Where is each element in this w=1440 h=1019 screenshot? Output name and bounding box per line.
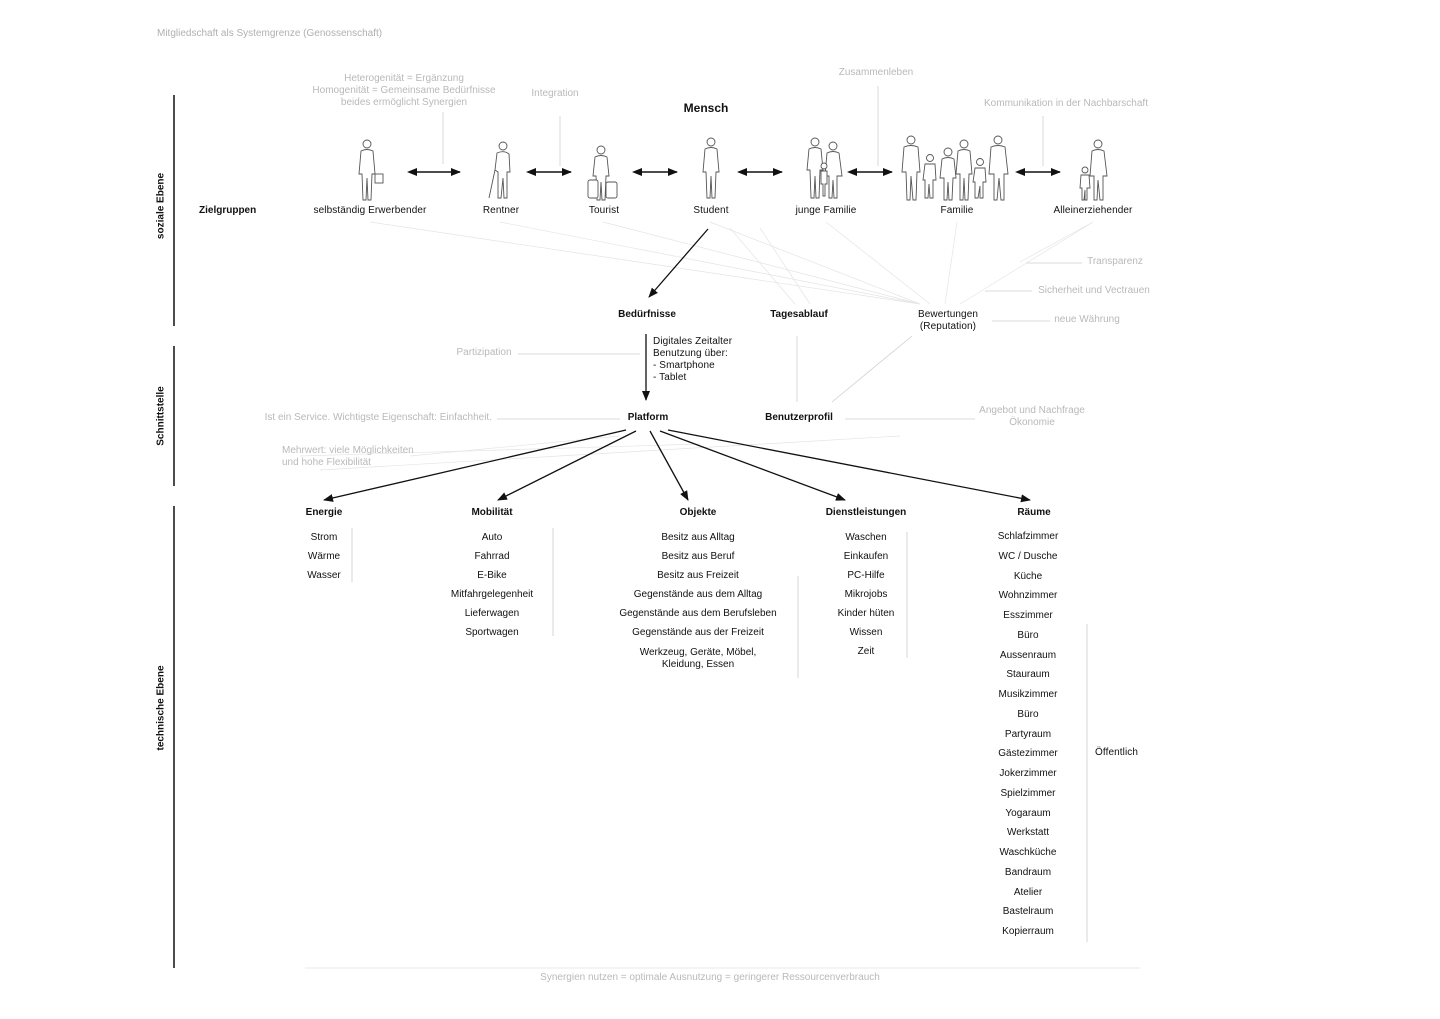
integration-note: Integration <box>531 88 579 99</box>
group-label-student: Student <box>693 205 729 216</box>
list-item: Aussenraum <box>999 649 1057 661</box>
list-item: Fahrrad <box>474 551 510 562</box>
arrow-student-beduerfnisse <box>649 229 708 297</box>
list-item: Jokerzimmer <box>999 768 1057 779</box>
list-item: Büro <box>1017 629 1039 641</box>
bewertungen-node: Bewertungen (Reputation) <box>917 309 979 332</box>
waehrung-note: neue Währung <box>1054 314 1120 325</box>
list-item: Stauraum <box>1006 669 1050 681</box>
level-label-soziale: soziale Ebene <box>155 172 167 240</box>
platform-node: Platform <box>627 412 669 423</box>
list-item: Einkaufen <box>843 551 889 562</box>
oeffentlich-label: Öffentlich <box>1095 747 1139 758</box>
category-dienstleistungen: Dienstleistungen <box>825 507 907 518</box>
mehrwert-note: Mehrwert: viele Möglichkeiten und hohe Flexibilität <box>282 445 414 468</box>
category-mobilitaet: Mobilität <box>471 507 513 518</box>
list-item: Gegenstände aus dem Berufsleben <box>619 608 777 619</box>
person-student-icon <box>698 136 724 200</box>
group-label-rentner: Rentner <box>482 205 520 216</box>
list-mobilitaet <box>451 528 533 642</box>
zusammenleben-note: Zusammenleben <box>838 67 914 78</box>
people-young-family-icon <box>804 136 846 200</box>
list-item: Yogaraum <box>1005 807 1051 819</box>
beduerfnisse-node: Bedürfnisse <box>618 309 676 320</box>
list-item: Gästezimmer <box>998 748 1058 760</box>
list-item: Partyraum <box>1004 728 1052 740</box>
list-item: Werkstatt <box>1006 827 1050 839</box>
person-tourist-icon <box>586 144 620 202</box>
list-item: Besitz aus Freizeit <box>657 570 739 581</box>
list-item: Küche <box>1013 570 1043 582</box>
partizipation-note: Partizipation <box>456 347 512 358</box>
list-item: PC-Hilfe <box>847 570 885 581</box>
group-label-tourist: Tourist <box>588 205 620 216</box>
list-dienstleistungen <box>838 528 895 661</box>
arrow-platform-dienst <box>660 431 845 500</box>
mensch-heading: Mensch <box>683 101 729 115</box>
person-businessman-icon <box>356 138 386 202</box>
list-item: Atelier <box>1013 886 1043 898</box>
list-item: Auto <box>481 532 503 543</box>
list-raeume <box>998 527 1059 942</box>
list-item: WC / Dusche <box>998 550 1058 562</box>
heterogenitaet-note: Heterogenität = Ergänzung Homogenität = Gemeinsame Bedürfnisse beides ermöglicht Synergien <box>312 73 496 108</box>
group-label-selbststaendig: selbständig Erwerbender <box>313 205 427 216</box>
list-item: Waschküche <box>999 847 1057 858</box>
digitales-zeitalter-note: Digitales Zeitalter Benutzung über: - Smartphone - Tablet <box>653 336 733 383</box>
person-single-parent-icon <box>1076 138 1112 202</box>
group-label-alleinerziehender: Alleinerziehender <box>1053 205 1133 216</box>
page-title: Mitgliedschaft als Systemgrenze (Genossenschaft) <box>157 28 383 39</box>
list-item: Gegenstände aus der Freizeit <box>632 627 764 638</box>
list-item: E-Bike <box>477 570 507 581</box>
list-item: Mitfahrgelegenheit <box>450 589 534 600</box>
angebot-note: Angebot und Nachfrage Ökonomie <box>979 405 1085 428</box>
level-label-technische: technische Ebene <box>155 665 167 751</box>
list-item: Büro <box>1017 708 1039 720</box>
list-item: Schlafzimmer <box>997 531 1059 542</box>
transparenz-note: Transparenz <box>1087 256 1143 267</box>
level-label-schnittstelle: Schnittstelle <box>155 386 167 446</box>
footer-note: Synergien nutzen = optimale Ausnutzung = geringerer Ressourcenverbrauch <box>540 972 880 983</box>
list-item: Wohnzimmer <box>998 590 1058 602</box>
list-energie <box>307 528 341 585</box>
service-note: Ist ein Service. Wichtigste Eigenschaft: Einfachheit. <box>264 412 492 423</box>
list-item: Wärme <box>307 551 341 562</box>
list-objekte <box>619 528 776 671</box>
list-item: Mikrojobs <box>844 589 888 600</box>
group-label-junge-familie: junge Familie <box>795 205 857 216</box>
group-label-familie: Familie <box>940 205 974 216</box>
list-item: Besitz aus Alltag <box>661 532 735 543</box>
arrow-platform-raeume <box>668 430 1030 500</box>
list-item: Wissen <box>849 627 883 638</box>
category-energie: Energie <box>305 507 343 518</box>
list-item: Besitz aus Beruf <box>661 551 735 562</box>
category-objekte: Objekte <box>679 507 717 518</box>
sicherheit-note: Sicherheit und Vectrauen <box>1038 285 1150 296</box>
people-family-icon <box>900 134 1016 202</box>
zielgruppen-label: Zielgruppen <box>199 205 257 216</box>
list-item: Musikzimmer <box>998 689 1058 700</box>
list-item: Sportwagen <box>465 627 519 638</box>
list-item: Lieferwagen <box>464 608 520 619</box>
arrow-platform-objekte <box>650 431 688 500</box>
list-item: Kopierraum <box>1002 926 1054 937</box>
list-item: Strom <box>310 532 338 543</box>
category-raeume: Räume <box>1017 507 1051 518</box>
list-item: Waschen <box>845 532 887 543</box>
tagesablauf-node: Tagesablauf <box>770 309 828 320</box>
person-elderly-icon <box>486 140 516 200</box>
list-item: Zeit <box>857 646 875 657</box>
kommunikation-note: Kommunikation in der Nachbarschaft <box>984 98 1148 109</box>
list-item: Kinder hüten <box>837 608 895 619</box>
list-item: Spielzimmer <box>1000 787 1056 799</box>
list-item: Bastelraum <box>1002 906 1054 918</box>
list-item: Werkzeug, Geräte, Möbel, <box>639 647 757 658</box>
list-item: Wasser <box>307 570 341 581</box>
list-item: Gegenstände aus dem Alltag <box>633 589 763 600</box>
list-item: Esszimmer <box>1003 610 1053 621</box>
list-item: Kleidung, Essen <box>661 659 735 670</box>
benutzerprofil-node: Benutzerprofil <box>765 412 833 423</box>
list-item: Bandraum <box>1004 866 1052 878</box>
